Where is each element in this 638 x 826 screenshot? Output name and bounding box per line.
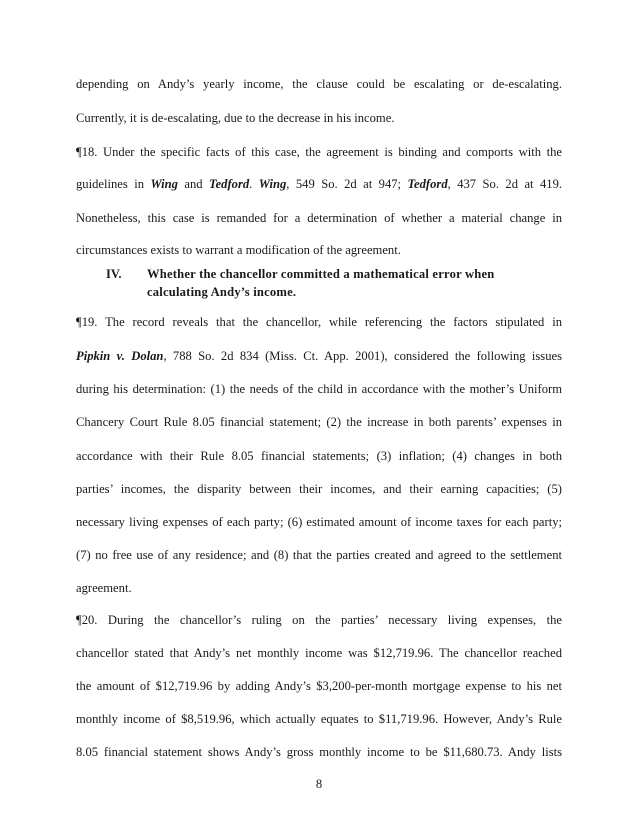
- body-line: (7) no free use of any residence; and (8) that the parties created and agreed to the settlement: [76, 548, 562, 562]
- section-heading-line: calculating Andy’s income.: [147, 285, 297, 299]
- body-line: Currently, it is de-escalating, due to the decrease in his income.: [76, 111, 395, 125]
- text-run: , 549 So. 2d at 947;: [286, 177, 408, 191]
- body-line: depending on Andy’s yearly income, the clause could be escalating or de-escalating.: [76, 77, 562, 91]
- text-run: guidelines in: [76, 177, 151, 191]
- body-line: Nonetheless, this case is remanded for a determination of whether a material change in: [76, 211, 562, 225]
- case-name: Tedford: [407, 177, 448, 191]
- body-line: circumstances exists to warrant a modification of the agreement.: [76, 243, 401, 257]
- case-name: Tedford: [209, 177, 250, 191]
- case-name: Wing: [258, 177, 287, 191]
- text-run: , 788 So. 2d 834 (Miss. Ct. App. 2001), considered the following issues: [163, 349, 562, 363]
- text-run: and: [177, 177, 210, 191]
- section-heading-line: Whether the chancellor committed a mathematical error when: [147, 267, 495, 281]
- body-line: [76, 348, 562, 364]
- body-line: Chancery Court Rule 8.05 financial statement; (2) the increase in both parents’ expenses in: [76, 415, 562, 429]
- body-line: necessary living expenses of each party; (6) estimated amount of income taxes for each party;: [76, 515, 562, 529]
- body-line: ¶20. During the chancellor’s ruling on the parties’ necessary living expenses, the: [76, 613, 562, 627]
- text-run: , 437 So. 2d at 419.: [447, 177, 563, 191]
- body-line: 8.05 financial statement shows Andy’s gross monthly income to be $11,680.73. Andy lists: [76, 745, 562, 759]
- body-line: accordance with their Rule 8.05 financial statements; (3) inflation; (4) changes in both: [76, 449, 562, 463]
- body-line: chancellor stated that Andy’s net monthly income was $12,719.96. The chancellor reached: [76, 646, 562, 660]
- body-line: ¶19. The record reveals that the chancellor, while referencing the factors stipulated in: [76, 315, 562, 329]
- page-number: 8: [315, 777, 323, 791]
- body-line: during his determination: (1) the needs of the child in accordance with the mother’s Uniform: [76, 382, 562, 396]
- body-line: the amount of $12,719.96 by adding Andy’s $3,200-per-month mortgage expense to his net: [76, 679, 562, 693]
- case-name: Wing: [150, 177, 178, 191]
- body-line: [76, 176, 562, 192]
- body-line: agreement.: [76, 581, 132, 595]
- body-line: ¶18. Under the specific facts of this case, the agreement is binding and comports with the: [76, 145, 562, 159]
- body-line: monthly income of $8,519.96, which actually equates to $11,719.96. However, Andy’s Rule: [76, 712, 562, 726]
- body-line: parties’ incomes, the disparity between their incomes, and their earning capacities; (5): [76, 482, 562, 496]
- case-name: Pipkin v. Dolan: [76, 349, 164, 363]
- section-number: IV.: [106, 267, 122, 281]
- text-run: .: [249, 177, 259, 191]
